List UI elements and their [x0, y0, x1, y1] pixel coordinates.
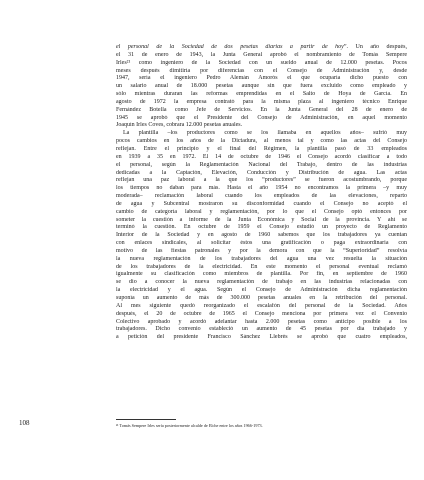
body-line: [116, 115, 407, 123]
body-text: [116, 44, 407, 342]
body-line: [116, 264, 407, 272]
line-text: Colectivo aprobado y acordó adelantar hasta 2.000 pesetas como anticipo posible a los: [116, 318, 407, 325]
body-line: [116, 130, 407, 138]
body-line: [116, 224, 407, 232]
line-text: la electricidad y el agua. Según el Consejo de Administración dicha reglamentación: [116, 287, 407, 294]
line-text: Fernández Botella como Jefe de Servicios. En la Junta General del 28 de enero de: [116, 106, 407, 113]
body-line: [116, 162, 407, 170]
line-text: sólo mientras duraran las reformas emprendidas en el Salto de Hoya de García. En: [116, 91, 407, 98]
line-text: someter la cuestión a informe de la Junta Económica y Social de la provincia. Y ahí se: [116, 216, 407, 223]
line-text: Joaquín Irles Coves, cobrara 12.000 pesetas anuales.: [116, 122, 243, 129]
line-text: la nueva reglamentación de los trabajadores del agua una vez resuelta la situación: [116, 255, 407, 262]
body-line: [116, 107, 407, 115]
line-text: en 1939 a 35 en 1972. El 14 de octubre de 1946 el Consejo acordó clasificar a todo: [116, 153, 407, 160]
line-text: 1947, sería el ingeniero Pedro Alemán Amorós el que ocuparía dicho puesto con: [116, 75, 407, 82]
line-text: agosto de 1972 la empresa contrató para la misma plaza al ingeniero técnico Enrique: [116, 98, 407, 105]
body-line: [116, 303, 407, 311]
line-text: terminó la cuestión. En octubre de 1959 el Consejo estudió un proyecto de Reglamento: [116, 224, 407, 231]
body-line: [116, 287, 407, 295]
line-text: ”. Un año después,: [343, 44, 407, 50]
line-text: después, el 20 de octubre de 1965 el Consejo menciona por primera vez el Convenio: [116, 310, 407, 317]
body-line: [116, 193, 407, 201]
line-text: reflejan. Entre el principio y el final del Régimen, la plantilla pasó de 33 empleados: [116, 145, 407, 152]
body-line: [116, 154, 407, 162]
body-line: [116, 334, 407, 342]
line-text: un salario anual de 18.000 pesetas aunque sin que fuera excluido como empleado y: [116, 83, 407, 90]
page-number: 108: [19, 419, 30, 427]
line-text: trabajadores. Dicho convenio estableció un aumento de 45 pesetas por día trabajado y: [116, 326, 407, 333]
body-line: [116, 326, 407, 334]
body-line: [116, 75, 407, 83]
line-text: pocos cambios en los años de la Dictadura, al menos tal y como las actas del Consejo: [116, 138, 407, 145]
body-line: [116, 248, 407, 256]
line-text: Irles²¹ como ingeniero de la Sociedad con un sueldo anual de 12.000 pesetas. Pocos: [116, 59, 407, 66]
line-text: Interior de la Sociedad y en agosto de 1960 sabemos que los trabajadores ya cuentan: [116, 232, 407, 239]
line-text: con enlaces sindicales, al solicitar éstos una gratificación o paga extraordinaria con: [116, 240, 407, 247]
line-text: de los trabajadores de la electricidad. En este momento el personal eventual reclamó: [116, 263, 407, 270]
body-line: [116, 271, 407, 279]
line-text: Al mes siguiente quedó reorganizado el escalafón del personal de la Sociedad. Años: [116, 302, 407, 309]
body-line: [116, 209, 407, 217]
footnote: ²¹ Tomás Sempere Irles sería posteriormente alcalde de Elche entre los años 1966-1973.: [116, 423, 263, 428]
body-line: [116, 146, 407, 154]
line-text: a petición del presidente Francisco Sánchez Llebrés se aprobó que cuatro empleados,: [116, 334, 407, 341]
body-line: [116, 177, 407, 185]
line-text: los tiempos no daban para más. Hasta el año 1954 no encontramos la primera –y muy: [116, 185, 407, 192]
body-line: [116, 311, 407, 319]
line-text: reflejan una paz laboral a la que los “productores” se fueron acostumbrando, porque: [116, 177, 407, 184]
line-text: el personal, según la Reglamentación Nacional del Trabajo, dentro de las industrias: [116, 161, 407, 168]
body-line: [116, 60, 407, 68]
body-line: [116, 256, 407, 264]
body-line: [116, 217, 407, 225]
line-text: cambio de categoría laboral y reglamentación, por lo que el Consejo optó entonces por: [116, 208, 407, 215]
body-line: [116, 122, 407, 130]
line-text: el 31 de enero de 1943, la Junta General aprobó el nombramiento de Tomás Sempere: [116, 51, 407, 58]
line-text: dedicadas a la Captación, Elevación, Conducción y Distribución de agua. Las actas: [116, 169, 407, 176]
body-line: [116, 68, 407, 76]
body-line: [116, 240, 407, 248]
line-text: suponía un aumento de más de 300.000 pesetas anuales en la retribución del personal.: [116, 295, 407, 301]
line-text: de agua y Subcentral mostraron su disconformidad cuando el Consejo no aceptó el: [116, 200, 407, 207]
body-line: [116, 83, 407, 91]
italic-quote: el personal de la Sociedad de dos pesetas diarias a partir de hoy: [116, 44, 344, 50]
body-line: [116, 138, 407, 146]
line-text: igualmente su clasificación como miembros de plantilla. Por fin, en septiembre de 1960: [116, 271, 407, 278]
line-text: La plantilla –los productores como se los llamaba en aquellos años– sufrió muy: [123, 130, 407, 137]
footnote-rule: [116, 419, 176, 420]
body-line: [116, 185, 407, 193]
body-line: [116, 279, 407, 287]
body-line: [116, 91, 407, 99]
line-text: se dio a conocer la nueva reglamentación de trabajo en las industrias relacionadas con: [116, 279, 407, 286]
body-line: [116, 201, 407, 209]
body-line: [116, 44, 407, 52]
line-text: meses después dimitiría por diferencias con el Consejo de Administración y, desde: [116, 67, 407, 74]
body-line: [116, 170, 407, 178]
body-line: [116, 232, 407, 240]
body-line: [116, 52, 407, 60]
line-text: motivo de las fiestas patronales y por la demora con que la “Superioridad” resolvía: [116, 247, 407, 254]
body-line: [116, 319, 407, 327]
line-text: 1945 se aprobó que el Presidente del Consejo de Administración, en aquel momento: [116, 114, 407, 121]
body-line: [116, 295, 407, 303]
line-text: moderada– reclamación laboral cuando los empleados de las elevaciones, reparto: [116, 193, 407, 200]
body-line: [116, 99, 407, 107]
